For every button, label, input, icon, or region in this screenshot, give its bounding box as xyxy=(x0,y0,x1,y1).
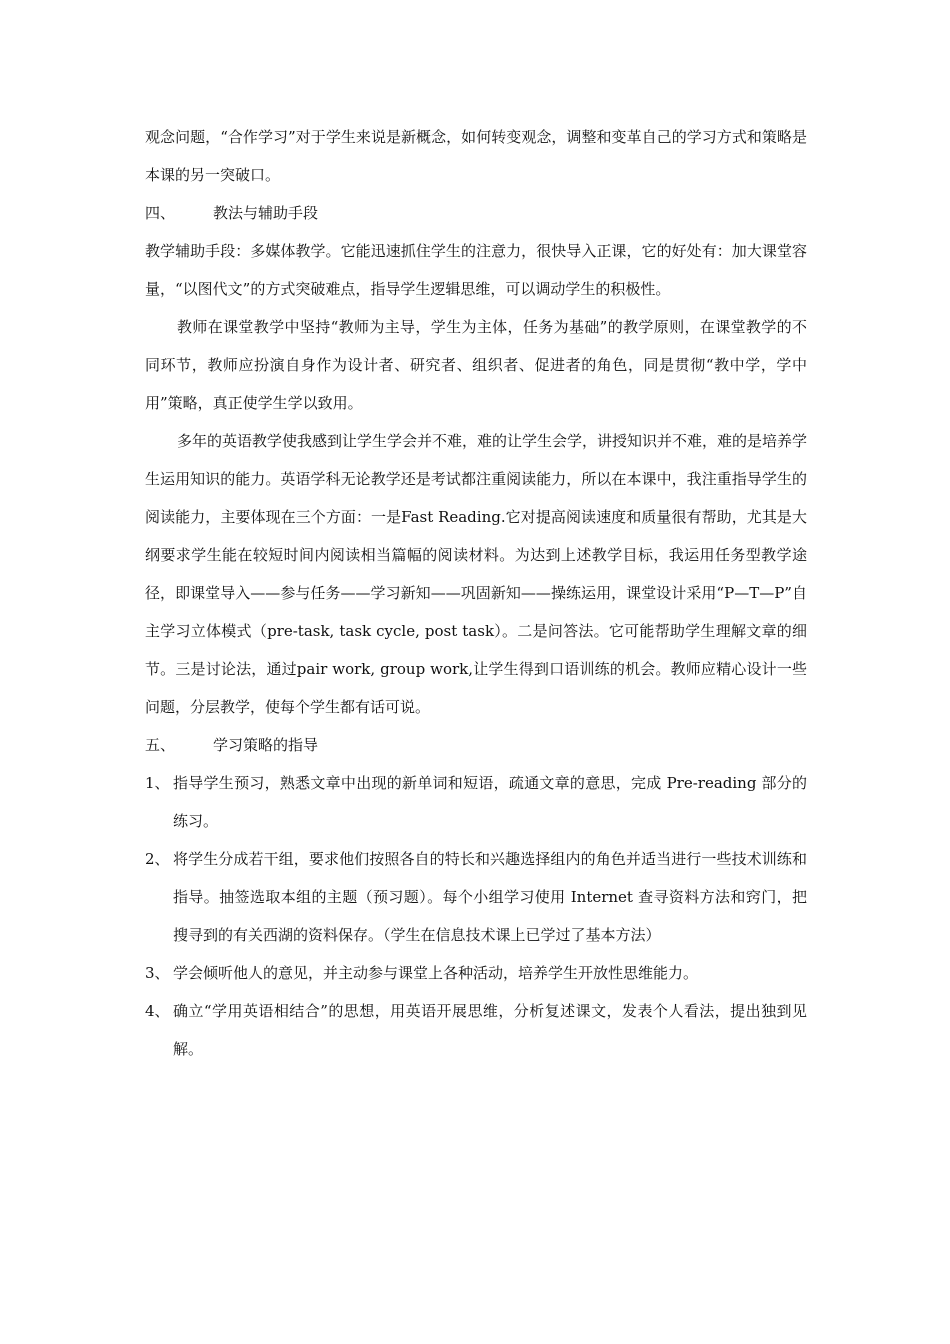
document-page xyxy=(145,118,807,1068)
section-heading-5 xyxy=(145,726,807,764)
section-number: 四、 xyxy=(145,204,176,222)
paragraph-reading-methods: 多年的英语教学使我感到让学生学会并不难，难的让学生会学，讲授知识并不难，难的是培养学生运用知识的能力。英语学科无论教学还是考试都注重阅读能力，所以在本课中，我注重指导学生的阅读能力，主要体现在三个方面：一是Fast Reading.它对提高阅读速度和质量很有帮助，尤其是大纲要求学生能在较短时间内阅读相当篇幅的阅读材料。为达到上述教学目标，我运用任务型教学途径，即课堂导入——参与任务——学习新知——巩固新知——操练运用，课堂设计采用“P—T—P”自主学习立体模式（pre-task, task cycle, post task）。二是问答法。它可能帮助学生理解文章的细节。三是讨论法，通过pair work, group work,让学生得到口语训练的机会。教师应精心设计一些问题，分层教学，使每个学生都有话可说。 xyxy=(145,432,808,716)
section-title: 教法与辅助手段 xyxy=(213,204,319,222)
list-number: 4、 xyxy=(145,1002,170,1020)
list-text: 将学生分成若干组，要求他们按照各自的特长和兴趣选择组内的角色并适当进行一些技术训练和指导。抽签选取本组的主题（预习题）。每个小组学习使用 Internet 查寻资料方法和窍门，把搜寻到的有关西湖的资料保存。（学生在信息技术课上已学过了基本方法） xyxy=(173,850,807,944)
list-item xyxy=(145,764,807,840)
list-number: 1、 xyxy=(145,774,170,792)
section-heading-4 xyxy=(145,194,807,232)
list-number: 2、 xyxy=(145,850,170,868)
list-text: 指导学生预习，熟悉文章中出现的新单词和短语，疏通文章的意思，完成 Pre-reading 部分的练习。 xyxy=(173,774,807,830)
list-text: 确立“学用英语相结合”的思想，用英语开展思维，分析复述课文，发表个人看法，提出独到见解。 xyxy=(173,1002,807,1058)
section-number: 五、 xyxy=(145,736,176,754)
list-item xyxy=(145,840,807,954)
paragraph-teaching-principle: 教师在课堂教学中坚持“教师为主导，学生为主体，任务为基础”的教学原则，在课堂教学的不同环节，教师应扮演自身作为设计者、研究者、组织者、促进者的角色，同是贯彻“教中学，学中用”策略，真正使学生学以致用。 xyxy=(145,318,807,412)
paragraph-intro: 观念问题，“合作学习”对于学生来说是新概念，如何转变观念，调整和变革自己的学习方式和策略是本课的另一突破口。 xyxy=(145,128,807,184)
section-title: 学习策略的指导 xyxy=(213,736,319,754)
list-text: 学会倾听他人的意见，并主动参与课堂上各种活动，培养学生开放性思维能力。 xyxy=(173,964,699,982)
list-item xyxy=(145,992,807,1068)
list-number: 3、 xyxy=(145,964,170,982)
paragraph-teaching-aids: 教学辅助手段：多媒体教学。它能迅速抓住学生的注意力，很快导入正课，它的好处有：加大课堂容量，“以图代文”的方式突破难点，指导学生逻辑思维，可以调动学生的积极性。 xyxy=(145,242,807,298)
list-item xyxy=(145,954,807,992)
